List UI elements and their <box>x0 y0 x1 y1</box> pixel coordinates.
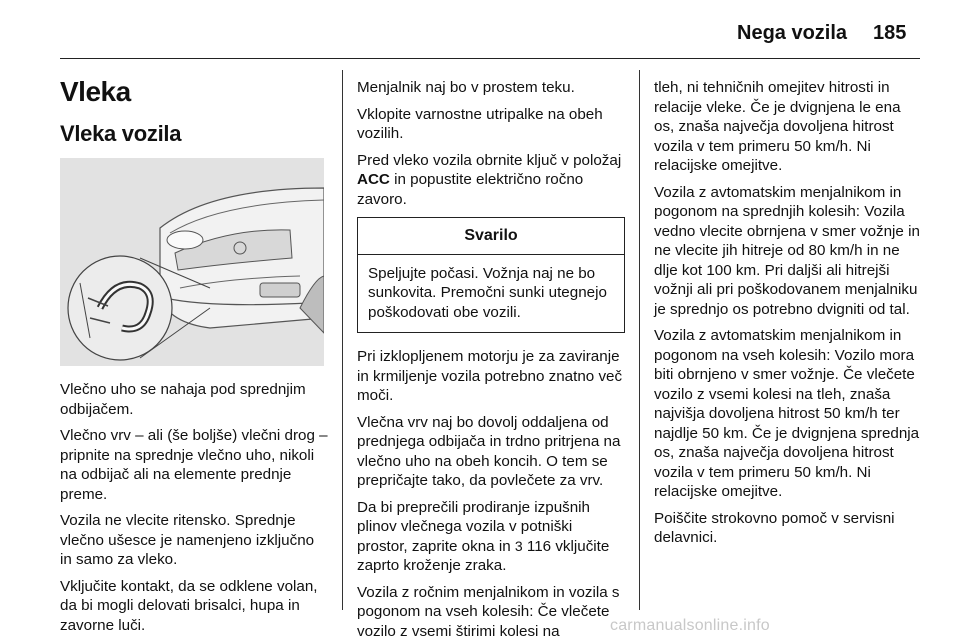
column-3 <box>654 78 924 555</box>
subsection-title: Vleka vozila <box>60 121 182 146</box>
col2-paragraph-3 <box>357 151 625 210</box>
col1-paragraph-4: Vključite kontakt, da se odklene volan, da bi mogli delovati brisalci, hupa in zavorne luči. <box>60 577 318 634</box>
towing-eye-illustration <box>60 158 324 366</box>
header-rule <box>60 58 920 59</box>
col3-paragraph-3: Vozila z avtomatskim menjalnikom in pogonom na vseh kolesih: Vozilo mora biti obrnjeno v smer vožnje. Če vlečete vozilo z vsemi kolesi na tleh, znaša najvišja dovoljena hitrost 50 km/h ter najdlje 50 km. Če je dvignjena sprednja os, znaša največja dovoljena hitrost vozila v tem primeru 50 km/h. Ni relacijske omejitve. <box>654 327 920 500</box>
col2-paragraph-2: Vklopite varnostne utripalke na obeh vozilih. <box>357 105 603 142</box>
col2-paragraph-5: Vlečna vrv naj bo dovolj oddaljena od prednjega odbijača in trdno pritrjena na vlečno uho na obeh koncih. O tem se prepričajte tako, da povlečete za vrv. <box>357 413 621 489</box>
col2-paragraph-6 <box>357 498 625 576</box>
column-separator-1 <box>342 70 343 610</box>
header-title: Nega vozila <box>737 22 848 44</box>
col1-paragraph-2: Vlečno vrv – ali (še boljše) vlečni drog – pripnite na sprednje vlečno uho, nikoli na odbijač ali na elemente prednje preme. <box>60 427 328 503</box>
col2-p6-text-a: Da bi preprečili prodiranje izpušnih plinov vlečnega vozila v potniški prostor, zaprite okna in <box>357 498 590 555</box>
warning-title: Svarilo <box>358 218 624 255</box>
col3-paragraph-2: Vozila z avtomatskim menjalnikom in pogonom na sprednjih kolesih: Vozila vedno vlecite obrnjena v smer vožnje in ne vlecite jih hitreje od 80 km/h in ne dlje kot 100 km. Pri daljši ali hitrejši vožnji ali pri poškodovanem menjalniku je sprednjo os potrebno dvigniti od tal. <box>654 183 920 318</box>
col2-p3-text-a: Pred vleko vozila obrnite ključ v položaj <box>357 151 622 169</box>
column-2 <box>357 78 625 642</box>
car-front-drawing <box>60 158 324 366</box>
col2-p3-text-b: in popustite električno ročno zavoro. <box>357 171 584 208</box>
col3-paragraph-4: Poiščite strokovno pomoč v servisni delavnici. <box>654 509 895 546</box>
col2-p6-text-b: 116 vključite zaprto kroženje zraka. <box>357 537 610 574</box>
col3-paragraph-1: tleh, ni tehničnih omejitev hitrosti in relacije vleke. Če je dvignjena le ena os, znaša največja dovoljena hitrost vozila v tem primeru 50 km/h. Ni relacijske omejitve. <box>654 79 901 174</box>
col2-paragraph-1: Menjalnik naj bo v prostem teku. <box>357 79 575 96</box>
watermark: carmanualsonline.info <box>610 617 770 634</box>
warning-box <box>357 217 625 333</box>
section-title: Vleka <box>60 76 131 107</box>
column-1 <box>60 70 328 642</box>
acc-label: ACC <box>357 171 390 188</box>
warning-text: Speljujte počasi. Vožnja naj ne bo sunkovita. Premočni sunki utegnejo poškodovati obe vozili. <box>368 264 607 321</box>
page-number: 185 <box>873 22 907 44</box>
column-separator-2 <box>639 70 640 610</box>
page-header <box>0 0 960 62</box>
col1-paragraph-3: Vozila ne vlecite ritensko. Sprednje vlečno ušesce je namenjeno izključno in samo za vleko. <box>60 512 315 568</box>
col1-paragraph-1: Vlečno uho se nahaja pod sprednjim odbijačem. <box>60 381 306 418</box>
col2-paragraph-4: Pri izklopljenem motorju je za zaviranje in krmiljenje vozila potrebno znatno več moči. <box>357 348 623 404</box>
page-reference-arrow-icon[interactable]: 3 <box>514 537 523 554</box>
col2-paragraph-7: Vozila z ročnim menjalnikom in vozila s pogonom na vseh kolesih: Če vlečete vozilo z vsemi štirimi kolesi na <box>357 583 620 640</box>
